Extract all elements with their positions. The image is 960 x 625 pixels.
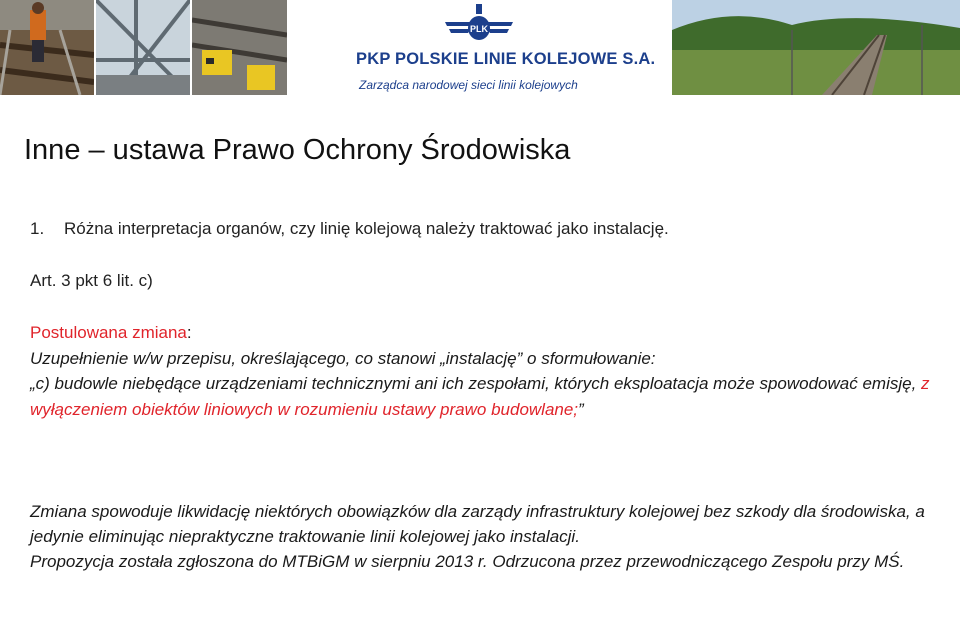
summary-block [30, 499, 940, 574]
svg-text:PLK: PLK [470, 24, 488, 34]
numbered-item-1 [30, 219, 669, 239]
rail-equipment-photo [192, 0, 287, 95]
proposal-closing-quote: ” [578, 399, 584, 419]
slide-header [0, 0, 960, 95]
proposal-label: Postulowana zmiana [30, 323, 187, 342]
item-text: Różna interpretacja organów, czy linię kolejową należy traktować jako instalację. [64, 219, 669, 238]
summary-effect: Zmiana spowoduje likwidację niektórych obowiązków dla zarządy infrastruktury kolejowej bez szkody dla środowiska, a jedynie eliminując niepraktyczne traktowanie linii kolejowej jako instalacji. [30, 502, 925, 546]
company-logo-area [287, 0, 672, 95]
proposal-body-text: „c) budowle niebędące urządzeniami technicznymi ani ich zespołami, których eksploatacja może spowodować emisję, [30, 374, 917, 393]
proposal-body [30, 371, 940, 422]
proposed-change-block [30, 320, 940, 422]
company-name: PKP POLSKIE LINIE KOLEJOWE S.A. [356, 50, 656, 68]
plk-logo-icon [443, 2, 515, 50]
summary-status: Propozycja została zgłoszona do MTBiGM w sierpniu 2013 r. Odrzucona przez przewodniczącego Zespołu przy MŚ. [30, 552, 905, 571]
item-number: 1. [30, 219, 45, 238]
slide-title: Inne – ustawa Prawo Ochrony Środowiska [24, 134, 571, 166]
track-worker-photo [0, 0, 94, 95]
proposal-exclusion-text: z wyłączeniem obiektów liniowych w rozumieniu ustawy prawo budowlane; [30, 374, 930, 419]
proposal-intro: Uzupełnienie w/w przepisu, określającego, co stanowi „instalację” o sformułowanie: [30, 348, 656, 368]
legal-reference: Art. 3 pkt 6 lit. c) [30, 271, 153, 290]
railway-line-photo [672, 0, 960, 95]
company-tagline: Zarządca narodowej sieci linii kolejowych [359, 78, 578, 92]
steel-bridge-photo [96, 0, 190, 95]
proposal-colon: : [186, 323, 192, 342]
